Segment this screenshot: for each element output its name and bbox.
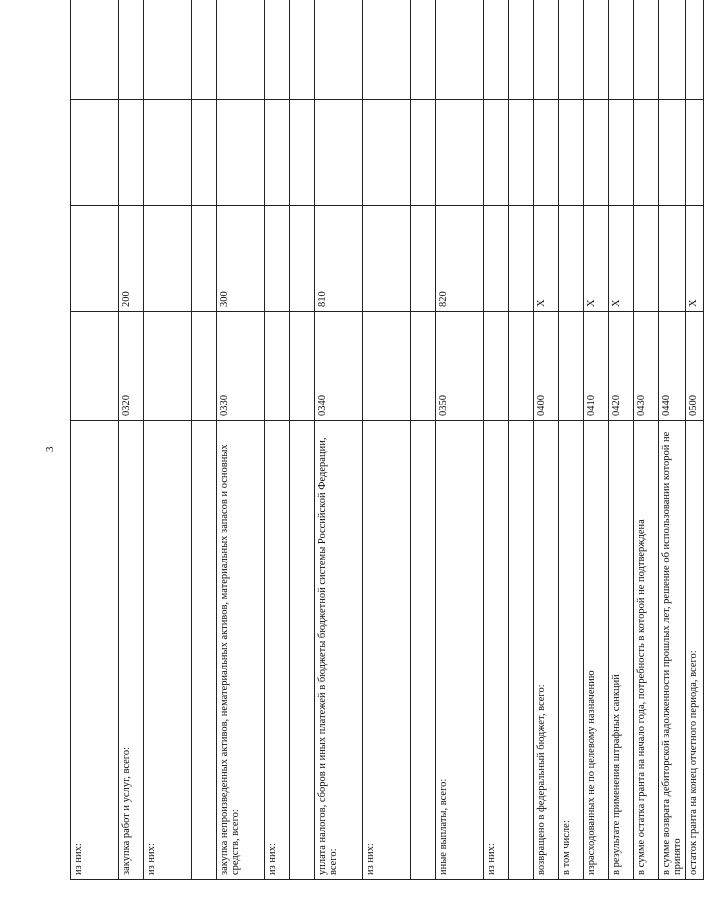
- line-code-cell: [290, 312, 315, 421]
- table-body: [71, 0, 704, 880]
- line-code-cell: [144, 312, 192, 421]
- amount-cell: [484, 0, 509, 100]
- amount-cell: [509, 0, 534, 100]
- amount-cell: [584, 0, 609, 100]
- line-code-cell: 0340: [315, 312, 363, 421]
- table-row: [217, 0, 265, 880]
- position-code-cell: [71, 206, 119, 312]
- line-code-cell: [265, 312, 290, 421]
- rotated-table-sheet: [70, 45, 699, 880]
- line-code-cell: 0430: [634, 312, 659, 421]
- amount-cell: [144, 0, 192, 100]
- row-label-cell: из них:: [144, 421, 192, 880]
- row-label-cell: в том числе:: [559, 421, 584, 880]
- row-label-cell: в сумме возврата дебиторской задолженности прошлых лет, решение об использовании которой не принято: [659, 421, 686, 880]
- grant-report-table: [70, 0, 704, 880]
- row-label-cell: израсходованных не по целевому назначению: [584, 421, 609, 880]
- amount-cell: [71, 100, 119, 206]
- line-code-cell: 0440: [659, 312, 686, 421]
- position-code-cell: [192, 206, 217, 312]
- row-label-cell: [411, 421, 436, 880]
- amount-cell: [609, 0, 634, 100]
- amount-cell: [659, 100, 686, 206]
- position-code-cell: [265, 206, 290, 312]
- amount-cell: [192, 0, 217, 100]
- table-row: [144, 0, 192, 880]
- table-row: [119, 0, 144, 880]
- table-row: [315, 0, 363, 880]
- position-code-cell: [484, 206, 509, 312]
- position-code-cell: [659, 206, 686, 312]
- row-label-cell: из них:: [484, 421, 509, 880]
- amount-cell: [411, 100, 436, 206]
- row-label-cell: [509, 421, 534, 880]
- table-row: [509, 0, 534, 880]
- table-row: [686, 0, 704, 880]
- position-code-cell: 810: [315, 206, 363, 312]
- position-code-cell: 820: [436, 206, 484, 312]
- amount-cell: [559, 100, 584, 206]
- amount-cell: [144, 100, 192, 206]
- line-code-cell: [192, 312, 217, 421]
- table-row: [659, 0, 686, 880]
- table-row: [290, 0, 315, 880]
- amount-cell: [634, 0, 659, 100]
- page-number: 3: [44, 446, 56, 452]
- position-code-cell: X: [584, 206, 609, 312]
- row-label-cell: закупка непроизведенных активов, нематериальных активов, материальных запасов и основных средств, всего:: [217, 421, 265, 880]
- table-row: [71, 0, 119, 880]
- amount-cell: [315, 0, 363, 100]
- table-row: [559, 0, 584, 880]
- position-code-cell: [290, 206, 315, 312]
- position-code-cell: [363, 206, 411, 312]
- amount-cell: [686, 0, 704, 100]
- line-code-cell: 0420: [609, 312, 634, 421]
- amount-cell: [265, 0, 290, 100]
- amount-cell: [363, 100, 411, 206]
- line-code-cell: 0350: [436, 312, 484, 421]
- row-label-cell: закупка работ и услуг, всего:: [119, 421, 144, 880]
- amount-cell: [436, 0, 484, 100]
- line-code-cell: [71, 312, 119, 421]
- row-label-cell: из них:: [265, 421, 290, 880]
- position-code-cell: [509, 206, 534, 312]
- amount-cell: [436, 100, 484, 206]
- amount-cell: [584, 100, 609, 206]
- amount-cell: [659, 0, 686, 100]
- position-code-cell: [634, 206, 659, 312]
- amount-cell: [119, 0, 144, 100]
- amount-cell: [686, 100, 704, 206]
- line-code-cell: 0410: [584, 312, 609, 421]
- table-row: [411, 0, 436, 880]
- table-row: [363, 0, 411, 880]
- amount-cell: [290, 0, 315, 100]
- amount-cell: [217, 100, 265, 206]
- amount-cell: [534, 0, 559, 100]
- row-label-cell: возвращено в федеральный бюджет, всего:: [534, 421, 559, 880]
- row-label-cell: остаток гранта на конец отчетного периода, всего:: [686, 421, 704, 880]
- table-row: [634, 0, 659, 880]
- amount-cell: [534, 100, 559, 206]
- amount-cell: [609, 100, 634, 206]
- amount-cell: [265, 100, 290, 206]
- position-code-cell: 200: [119, 206, 144, 312]
- table-row: [484, 0, 509, 880]
- line-code-cell: 0500: [686, 312, 704, 421]
- position-code-cell: [559, 206, 584, 312]
- table-row: [265, 0, 290, 880]
- table-row: [436, 0, 484, 880]
- row-label-cell: из них:: [71, 421, 119, 880]
- table-row: [584, 0, 609, 880]
- row-label-cell: иные выплаты, всего:: [436, 421, 484, 880]
- amount-cell: [411, 0, 436, 100]
- amount-cell: [217, 0, 265, 100]
- position-code-cell: [411, 206, 436, 312]
- row-label-cell: уплата налогов, сборов и иных платежей в бюджеты бюджетной системы Российской Федерации, всего:: [315, 421, 363, 880]
- row-label-cell: [290, 421, 315, 880]
- position-code-cell: X: [609, 206, 634, 312]
- position-code-cell: [144, 206, 192, 312]
- amount-cell: [559, 0, 584, 100]
- row-label-cell: в результате применения штрафных санкций: [609, 421, 634, 880]
- amount-cell: [363, 0, 411, 100]
- row-label-cell: [192, 421, 217, 880]
- position-code-cell: 300: [217, 206, 265, 312]
- table-row: [192, 0, 217, 880]
- line-code-cell: [509, 312, 534, 421]
- position-code-cell: X: [534, 206, 559, 312]
- line-code-cell: [484, 312, 509, 421]
- amount-cell: [119, 100, 144, 206]
- amount-cell: [71, 0, 119, 100]
- line-code-cell: [363, 312, 411, 421]
- amount-cell: [484, 100, 509, 206]
- amount-cell: [509, 100, 534, 206]
- line-code-cell: [411, 312, 436, 421]
- position-code-cell: X: [686, 206, 704, 312]
- row-label-cell: из них:: [363, 421, 411, 880]
- row-label-cell: в сумме остатка гранта на начало года, потребность в которой не подтверждена: [634, 421, 659, 880]
- table-row: [534, 0, 559, 880]
- amount-cell: [192, 100, 217, 206]
- table-row: [609, 0, 634, 880]
- line-code-cell: 0320: [119, 312, 144, 421]
- amount-cell: [634, 100, 659, 206]
- amount-cell: [290, 100, 315, 206]
- amount-cell: [315, 100, 363, 206]
- line-code-cell: 0330: [217, 312, 265, 421]
- line-code-cell: 0400: [534, 312, 559, 421]
- line-code-cell: [559, 312, 584, 421]
